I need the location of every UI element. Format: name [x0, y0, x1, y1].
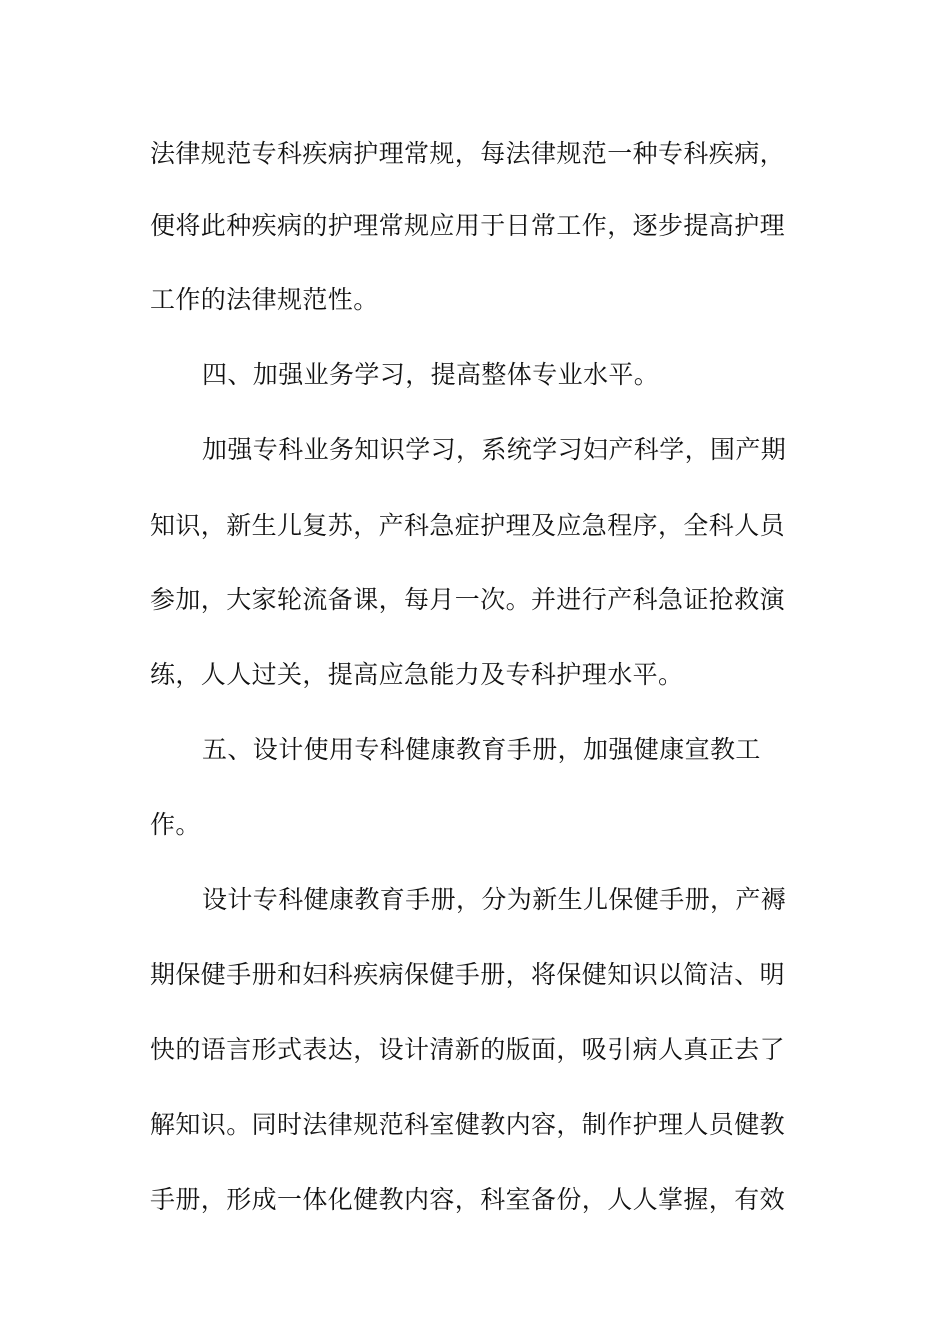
paragraph-line: 手册，形成一体化健教内容，科室备份，人人掌握，有效 [150, 1185, 786, 1214]
section-heading: 五、设计使用专科健康教育手册，加强健康宣教工 [202, 735, 761, 764]
section-heading: 四、加强业务学习，提高整体专业水平。 [202, 360, 660, 389]
section-heading-continuation: 作。 [150, 810, 201, 839]
paragraph-line: 便将此种疾病的护理常规应用于日常工作，逐步提高护理 [150, 211, 786, 240]
paragraph-line: 加强专科业务知识学习，系统学习妇产科学，围产期 [202, 435, 787, 464]
paragraph-line: 法律规范专科疾病护理常规，每法律规范一种专科疾病， [150, 139, 786, 168]
paragraph-line: 解知识。同时法律规范科室健教内容，制作护理人员健教 [150, 1110, 786, 1139]
paragraph-line: 快的语言形式表达，设计清新的版面，吸引病人真正去了 [150, 1035, 786, 1064]
paragraph-line: 设计专科健康教育手册，分为新生儿保健手册，产褥 [202, 885, 787, 914]
paragraph-line: 期保健手册和妇科疾病保健手册，将保健知识以简洁、明 [150, 960, 786, 989]
paragraph-line: 练，人人过关，提高应急能力及专科护理水平。 [150, 660, 684, 689]
paragraph-line: 参加，大家轮流备课，每月一次。并进行产科急证抢救演 [150, 585, 786, 614]
paragraph-line: 工作的法律规范性。 [150, 285, 379, 314]
paragraph-line: 知识，新生儿复苏，产科急症护理及应急程序，全科人员 [150, 511, 786, 540]
